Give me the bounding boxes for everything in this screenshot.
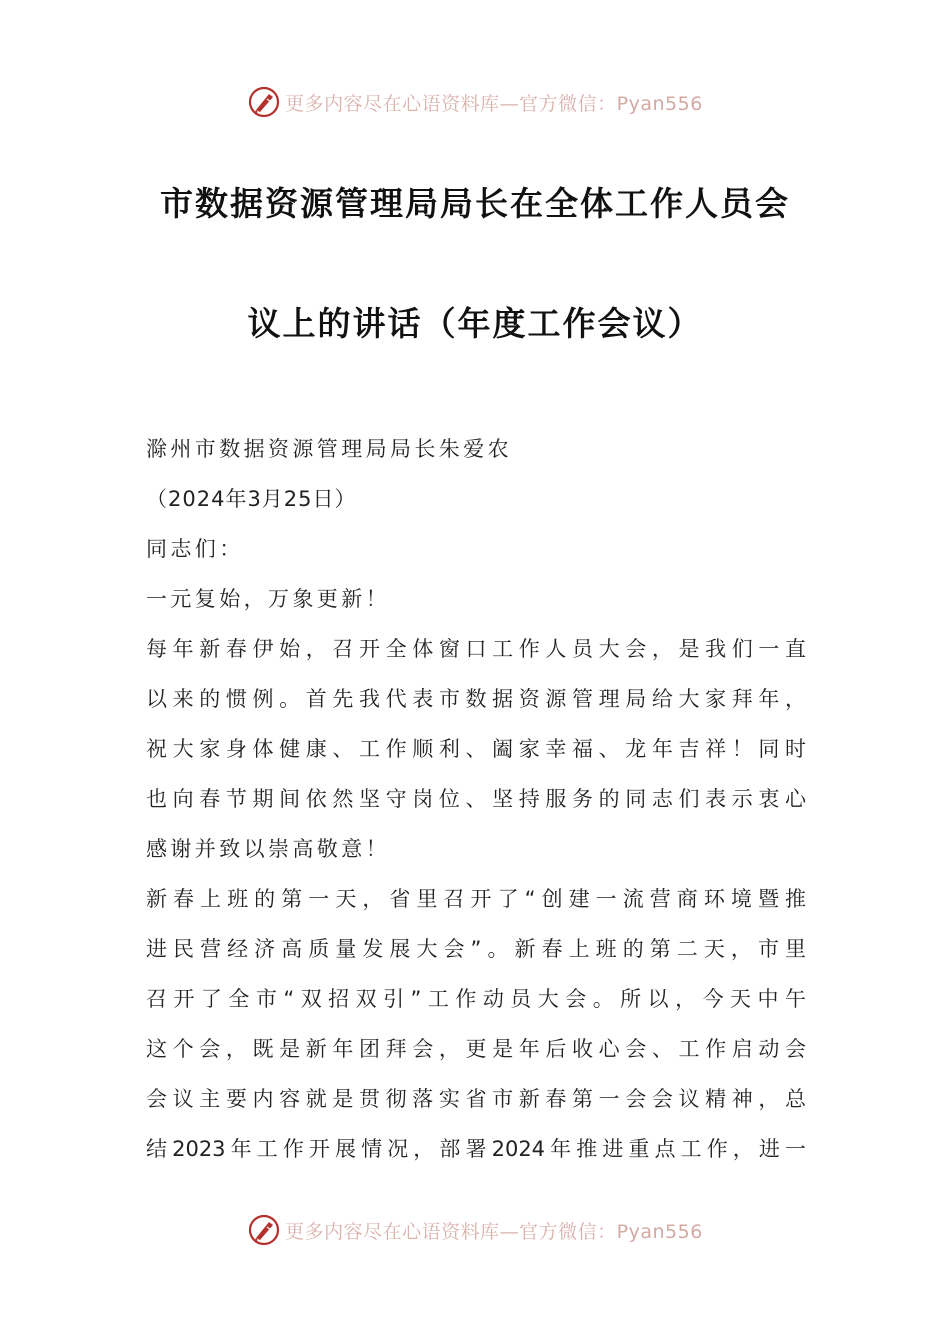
author-line: 滁州市数据资源管理局局长朱爱农 xyxy=(146,437,512,461)
body-line: 每年新春伊始，召开全体窗口工作人员大会，是我们一直 xyxy=(146,637,806,661)
date-line: （2024年3月25日） xyxy=(146,487,357,511)
body-line: 结2023年工作开展情况，部署2024年推进重点工作，进一 xyxy=(146,1137,806,1161)
pen-logo-icon xyxy=(247,85,281,119)
footer-banner xyxy=(0,1210,950,1250)
body-line: 一元复始，万象更新！ xyxy=(146,587,390,611)
banner-wechat-id: Pyan556 xyxy=(616,1220,703,1243)
pen-logo-icon xyxy=(247,1213,281,1247)
body-line: 召开了全市“双招双引”工作动员大会。所以，今天中午 xyxy=(146,987,806,1011)
body-line: 以来的惯例。首先我代表市数据资源管理局给大家拜年， xyxy=(146,687,806,711)
body-line: 这个会，既是新年团拜会，更是年后收心会、工作启动会 xyxy=(146,1037,806,1061)
salutation: 同志们： xyxy=(146,537,244,561)
banner-wechat-id: Pyan556 xyxy=(616,92,703,115)
banner-label: 更多内容尽在心语资料库—官方微信： xyxy=(285,1220,617,1243)
header-banner xyxy=(0,82,950,122)
body-line: 感谢并致以崇高敬意！ xyxy=(146,837,390,861)
body-line: 新春上班的第一天，省里召开了“创建一流营商环境暨推 xyxy=(146,887,806,911)
body-line: 祝大家身体健康、工作顺利、阖家幸福、龙年吉祥！同时 xyxy=(146,737,806,761)
body-line: 进民营经济高质量发展大会”。新春上班的第二天，市里 xyxy=(146,937,806,961)
body-line: 会议主要内容就是贯彻落实省市新春第一会会议精神，总 xyxy=(146,1087,806,1111)
banner-label: 更多内容尽在心语资料库—官方微信： xyxy=(285,92,617,115)
document-title-line-1: 市数据资源管理局局长在全体工作人员会 xyxy=(160,184,790,223)
banner-text xyxy=(285,1217,703,1244)
body-line: 也向春节期间依然坚守岗位、坚持服务的同志们表示衷心 xyxy=(146,787,806,811)
document-title-line-2: 议上的讲话（年度工作会议） xyxy=(247,304,703,343)
banner-text xyxy=(285,89,703,116)
